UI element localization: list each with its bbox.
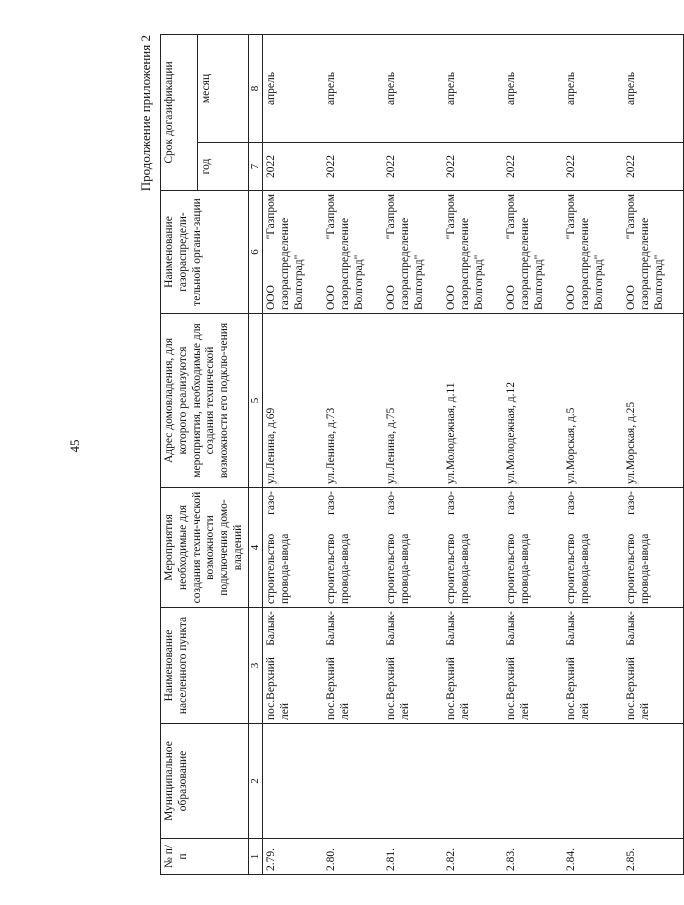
cell-municipality [262, 724, 323, 839]
cell-month: апрель [262, 35, 323, 143]
table-body [262, 35, 683, 875]
column-numbers-row [248, 35, 262, 875]
cell-measures: строительство газо-провода-ввода [323, 488, 383, 608]
cell-address: ул.Молодежная, д.12 [503, 314, 563, 488]
cell-municipality [443, 724, 503, 839]
header-gdo: Наименование газораспредели-тельной органи-зации [161, 191, 249, 314]
cell-measures: строительство газо-провода-ввода [383, 488, 443, 608]
cell-municipality [623, 724, 684, 839]
cell-month: апрель [503, 35, 563, 143]
cell-gdo: ООО "Газпром газораспределение Волгоград" [563, 191, 623, 314]
cell-settlement: пос.Верхний Балык-лей [323, 608, 383, 724]
cell-month: апрель [443, 35, 503, 143]
cell-year: 2022 [262, 143, 323, 191]
column-number: 3 [248, 608, 262, 724]
table-row [323, 35, 383, 875]
cell-month: апрель [323, 35, 383, 143]
header-year: год [197, 143, 248, 191]
cell-num: 2.82. [443, 839, 503, 875]
column-number: 7 [248, 143, 262, 191]
cell-municipality [563, 724, 623, 839]
header-settlement: Наименование населенного пункта [161, 608, 249, 724]
cell-settlement: пос.Верхний Балык-лей [383, 608, 443, 724]
cell-gdo: ООО "Газпром газораспределение Волгоград" [383, 191, 443, 314]
cell-year: 2022 [443, 143, 503, 191]
cell-gdo: ООО "Газпром газораспределение Волгоград" [623, 191, 684, 314]
table-row [623, 35, 684, 875]
cell-year: 2022 [563, 143, 623, 191]
cell-settlement: пос.Верхний Балык-лей [563, 608, 623, 724]
header-num: № п/п [161, 839, 249, 875]
cell-gdo: ООО "Газпром газораспределение Волгоград" [443, 191, 503, 314]
header-month: месяц [197, 35, 248, 143]
cell-num: 2.83. [503, 839, 563, 875]
cell-address: ул.Ленина, д.73 [323, 314, 383, 488]
cell-month: апрель [383, 35, 443, 143]
cell-measures: строительство газо-провода-ввода [503, 488, 563, 608]
header-term: Срок догазификации [161, 35, 198, 191]
cell-address: ул.Молодежная, д.11 [443, 314, 503, 488]
cell-num: 2.79. [262, 839, 323, 875]
cell-num: 2.85. [623, 839, 684, 875]
cell-municipality [383, 724, 443, 839]
cell-measures: строительство газо-провода-ввода [623, 488, 684, 608]
header-address: Адрес домовладения, для которого реализуются мероприятия, необходимые для создания технической возможности его подклю-чения [161, 314, 249, 488]
cell-address: ул.Морская, д.25 [623, 314, 684, 488]
header-municipality: Муниципальное образование [161, 724, 249, 839]
table-row [443, 35, 503, 875]
header-measures: Мероприятия необходимые для создания техни-ческой возможности подключения домо-владений [161, 488, 249, 608]
cell-measures: строительство газо-провода-ввода [443, 488, 503, 608]
cell-num: 2.81. [383, 839, 443, 875]
cell-municipality [503, 724, 563, 839]
table-row [262, 35, 323, 875]
page-number: 45 [67, 439, 82, 453]
column-number: 1 [248, 839, 262, 875]
cell-num: 2.80. [323, 839, 383, 875]
table-row [563, 35, 623, 875]
cell-address: ул.Морская, д.5 [563, 314, 623, 488]
cell-month: апрель [623, 35, 684, 143]
column-number: 2 [248, 724, 262, 839]
cell-address: ул.Ленина, д.69 [262, 314, 323, 488]
cell-measures: строительство газо-провода-ввода [262, 488, 323, 608]
column-number: 8 [248, 35, 262, 143]
table-row [383, 35, 443, 875]
cell-address: ул.Ленина, д.75 [383, 314, 443, 488]
column-number: 6 [248, 191, 262, 314]
column-number: 4 [248, 488, 262, 608]
cell-settlement: пос.Верхний Балык-лей [503, 608, 563, 724]
cell-year: 2022 [383, 143, 443, 191]
appendix-title: Продолжение приложения 2 [138, 35, 153, 192]
rotated-sheet [138, 35, 665, 875]
cell-gdo: ООО "Газпром газораспределение Волгоград" [323, 191, 383, 314]
cell-gdo: ООО "Газпром газораспределение Волгоград" [503, 191, 563, 314]
sheet-content [138, 35, 665, 875]
gasification-table [160, 34, 684, 875]
cell-settlement: пос.Верхний Балык-лей [262, 608, 323, 724]
cell-gdo: ООО "Газпром газораспределение Волгоград" [262, 191, 323, 314]
cell-month: апрель [563, 35, 623, 143]
cell-settlement: пос.Верхний Балык-лей [623, 608, 684, 724]
table-row [503, 35, 563, 875]
cell-measures: строительство газо-провода-ввода [563, 488, 623, 608]
cell-settlement: пос.Верхний Балык-лей [443, 608, 503, 724]
cell-municipality [323, 724, 383, 839]
cell-year: 2022 [323, 143, 383, 191]
column-number: 5 [248, 314, 262, 488]
cell-year: 2022 [623, 143, 684, 191]
cell-year: 2022 [503, 143, 563, 191]
cell-num: 2.84. [563, 839, 623, 875]
